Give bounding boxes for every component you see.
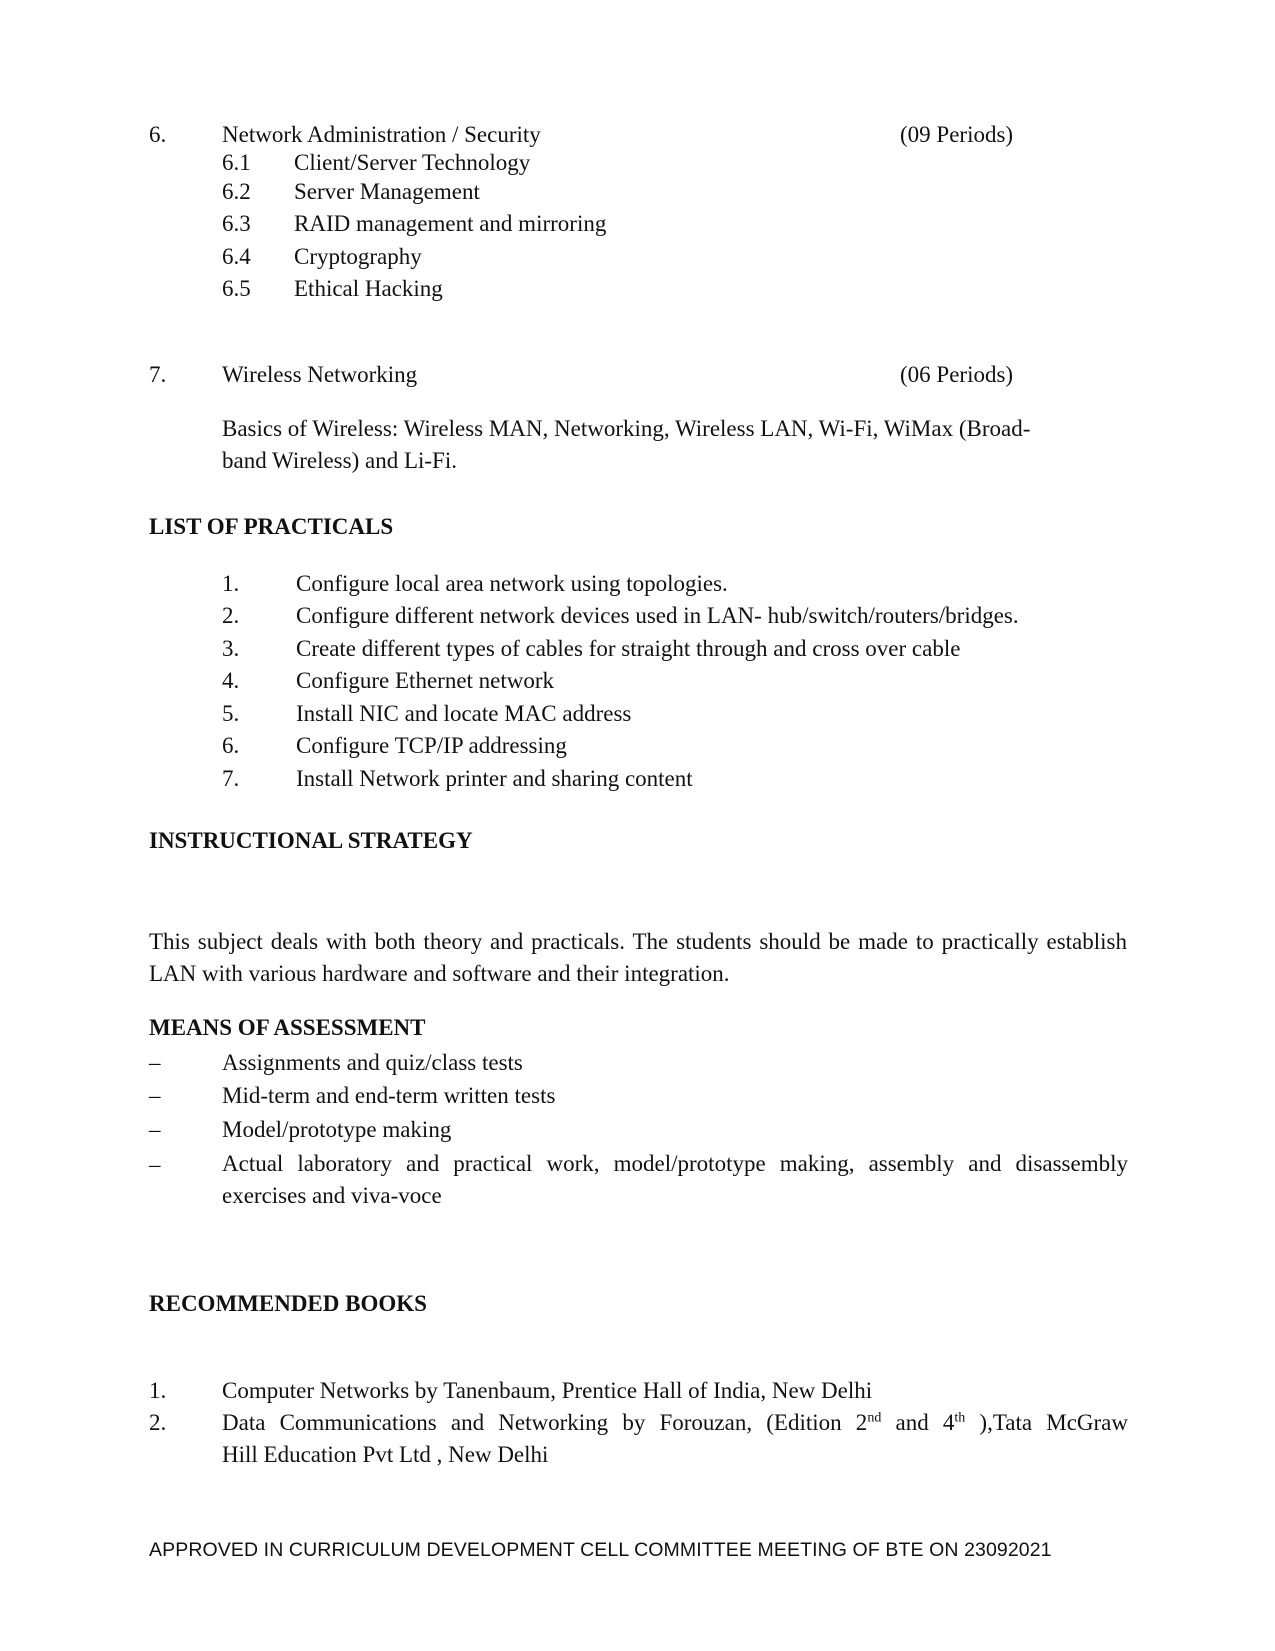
unit-7-body-line: Basics of Wireless: Wireless MAN, Networking, Wireless LAN, Wi-Fi, WiMax (Broad- xyxy=(222,416,1031,441)
practical-number: 5. xyxy=(222,701,240,726)
assessment-item: Assignments and quiz/class tests xyxy=(222,1050,523,1075)
unit-6-periods: (09 Periods) xyxy=(900,122,1014,147)
practical-text: Configure Ethernet network xyxy=(296,668,555,693)
book-text-part: and 4 xyxy=(895,1410,955,1435)
practical-number: 7. xyxy=(222,766,240,791)
assessment-heading: MEANS OF ASSESSMENT xyxy=(149,1015,426,1040)
unit-6-title: Network Administration / Security xyxy=(222,122,541,147)
unit-6-item-text: Server Management xyxy=(294,179,480,204)
book-text-part: ),Tata McGraw xyxy=(979,1410,1128,1435)
book-number: 1. xyxy=(149,1378,167,1403)
strategy-heading: INSTRUCTIONAL STRATEGY xyxy=(149,828,473,853)
book-number: 2. xyxy=(149,1410,167,1435)
books-heading: RECOMMENDED BOOKS xyxy=(149,1291,427,1316)
unit-6-item-number: 6.3 xyxy=(222,211,251,236)
practical-number: 2. xyxy=(222,603,240,628)
unit-6-item-number: 6.4 xyxy=(222,244,251,269)
unit-7-number: 7. xyxy=(149,362,167,387)
assessment-item: Actual laboratory and practical work, model/prototype making, assembly and disassembly exercises and viva-voce xyxy=(222,1151,1128,1208)
assessment-bullet: – xyxy=(149,1083,161,1108)
book-text-part: Data Communications and Networking by Forouzan, (Edition 2 xyxy=(222,1410,868,1435)
book-text-superscript: th xyxy=(954,1410,966,1426)
assessment-bullet: – xyxy=(149,1050,161,1075)
unit-6-item-number: 6.5 xyxy=(222,276,251,301)
unit-6-item-text: RAID management and mirroring xyxy=(294,211,607,236)
book-text-line: Hill Education Pvt Ltd , New Delhi xyxy=(222,1442,549,1467)
unit-7-periods: (06 Periods) xyxy=(900,362,1014,387)
practicals-heading: LIST OF PRACTICALS xyxy=(149,514,394,539)
assessment-item: Model/prototype making xyxy=(222,1117,452,1142)
practical-text: Configure different network devices used in LAN- hub/switch/routers/bridges. xyxy=(296,603,1019,628)
practical-text: Create different types of cables for straight through and cross over cable xyxy=(296,636,961,661)
practical-text: Install Network printer and sharing content xyxy=(296,766,693,791)
assessment-item: Mid-term and end-term written tests xyxy=(222,1083,556,1108)
practical-text: Install NIC and locate MAC address xyxy=(296,701,632,726)
unit-7-body-line: band Wireless) and Li-Fi. xyxy=(222,448,457,473)
unit-6-item-text: Cryptography xyxy=(294,244,422,269)
book-text-superscript: nd xyxy=(867,1410,882,1426)
practical-number: 6. xyxy=(222,733,240,758)
practical-number: 1. xyxy=(222,571,240,596)
book-text xyxy=(222,1409,1128,1437)
strategy-paragraph: This subject deals with both theory and practicals. The students should be made to practically establish LAN with various hardware and software and their integration. xyxy=(149,929,1127,986)
unit-6-number: 6. xyxy=(149,122,167,147)
assessment-bullet: – xyxy=(149,1152,161,1177)
unit-6-item-number: 6.1 xyxy=(222,150,251,175)
approval-footer: APPROVED IN CURRICULUM DEVELOPMENT CELL COMMITTEE MEETING OF BTE ON 23092021 xyxy=(149,1539,1052,1561)
unit-6-item-text: Client/Server Technology xyxy=(294,150,531,175)
book-text: Computer Networks by Tanenbaum, Prentice Hall of India, New Delhi xyxy=(222,1378,873,1403)
assessment-bullet: – xyxy=(149,1117,161,1142)
unit-6-item-number: 6.2 xyxy=(222,179,251,204)
unit-7-title: Wireless Networking xyxy=(222,362,418,387)
practical-number: 4. xyxy=(222,668,240,693)
practical-text: Configure local area network using topologies. xyxy=(296,571,728,596)
practical-text: Configure TCP/IP addressing xyxy=(296,733,567,758)
practical-number: 3. xyxy=(222,636,240,661)
unit-6-item-text: Ethical Hacking xyxy=(294,276,443,301)
